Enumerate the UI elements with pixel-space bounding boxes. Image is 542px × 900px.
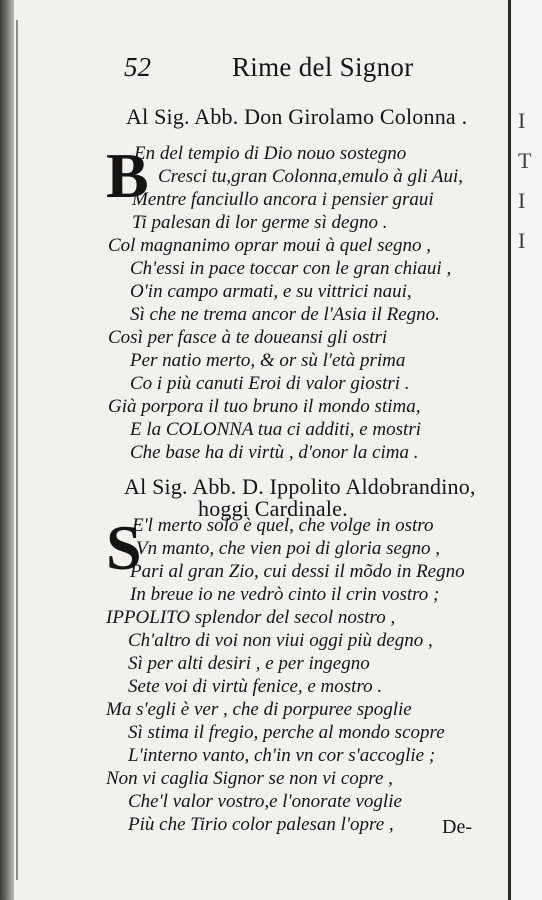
catchword: De- [442,816,472,838]
drop-cap: B [106,140,149,211]
facing-page-letter: I [518,228,526,253]
poem-heading-continued: hoggi Cardinale. [198,496,348,521]
book-page: 52 Rime del Signor Al Sig. Abb. Don Girolamo Colonna . B En del tempio di Dio nouo sostegno Cresci tu,gran Colonna,emulo à gli Aui, Mentre fanciullo ancora i pensier graui Ti palesan di lor germe sì degno . Col magnanimo oprar moui à quel segno , Ch'essi in pace toccar con le gran chiaui , O'in campo armati, e su vittrici naui, Sì che ne trema ancor de l'Asia il Regno. Così per fasce à te doueansi gli ostri Per natio merto, & or sù l'età prima Co i più canuti Eroi di valor giostri . Già porpora il tuo bruno il mondo stima, E la COLONNA tua ci additi, e mostri Che base ha di virtù , d'onor la cima . Al Sig. Abb. D. Ippolito Aldobrandino, hoggi Cardinale. S E'l merto solo è quel, che volge in ostro Vn manto, che vien poi di gloria segno , Pari al gran Zio, cui dessi il mõdo in Regno In breue io ne vedrò cinto il crin vostro ; IPPOLITO splendor del secol nostro , Ch'altro di voi non viui oggi più degno , Sì per alti desiri , e per ingegno Sete voi di virtù fenice, e mostro . Ma s'egli è ver , che di porpuree spoglie Sì stima il fregio, perche al mondo scopre L'interno vanto, ch'in vn cor s'accoglie ; Non vi caglia Signor se non vi copre , Che'l valor vostro,e l'onorate voglie Più che Tirio color palesan l'opre , De- [106,52,476,838]
gutter-shadow-line [16,20,18,880]
facing-page-letter: T [518,148,532,173]
facing-page-margin [511,0,542,900]
running-head: Rime del Signor [232,52,414,82]
poem-heading: Al Sig. Abb. Don Girolamo Colonna . [126,104,468,129]
poem-heading: Al Sig. Abb. D. Ippolito Aldobrandino, [124,474,476,499]
facing-page-letter: I [518,188,526,213]
facing-page-letter: I [518,108,526,133]
binding-gutter [0,0,14,900]
page-number: 52 [124,52,151,82]
drop-cap: S [106,512,142,583]
